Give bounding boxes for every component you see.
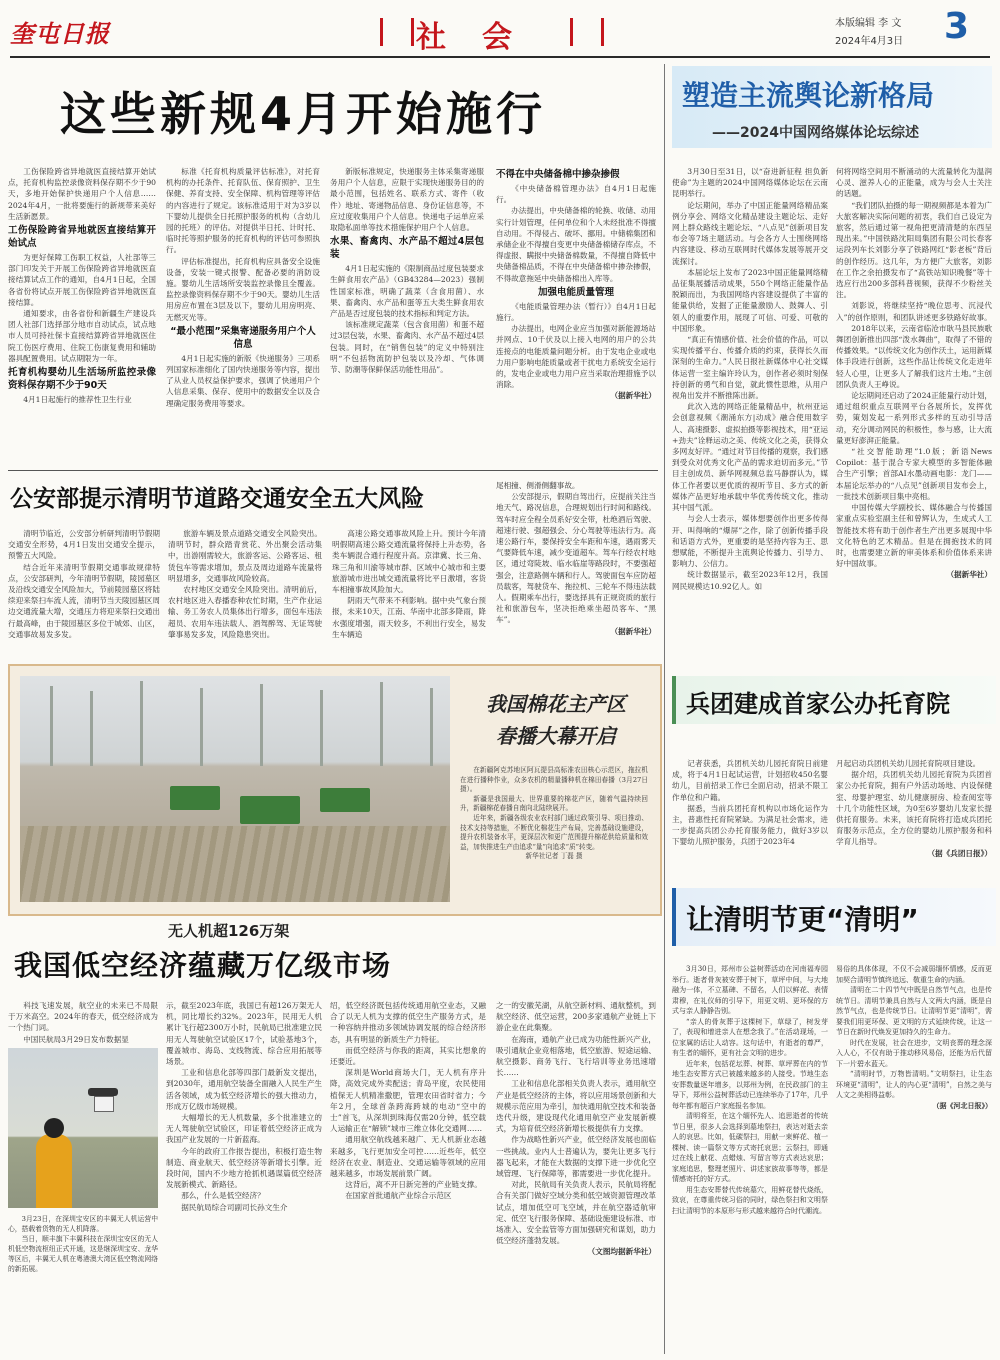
- paragraph: 《电能质量管理办法（暂行）》自4月1日起施行。: [496, 301, 656, 323]
- paragraph: 2018年以来，云南省临沧市耿马县民族歌舞团创新推出四部“泼水舞曲”，取得了不错的传播效果。“以传统文化为创作沃土，运用新媒体手段进行创新，这些作品让传统文化走进年轻人心里，让更多人了解我们这片土地。”主创团队负责人王峥说。: [836, 323, 993, 389]
- tractor-icon: [240, 796, 300, 824]
- drone-col2: [166, 1000, 322, 1213]
- paragraph: 清明在二十四节气中既是自然节气点，也是传统节日。清明节兼具自然与人文两大内涵，既是自然节气点，也是传统节日。让清明节更“清明”，需要我们用更环保、更文明的方式延续传统，让这一节日在新时代焕发更加持久的生命力。: [836, 986, 992, 1036]
- tractor-icon: [320, 788, 370, 812]
- qingming-title-banner: [672, 888, 996, 946]
- photo-credit: 新华社记者 丁磊 摄: [525, 852, 583, 861]
- nursery-col1: [672, 758, 828, 848]
- paragraph: 当日，顺丰旗下丰翼科技在深圳宝安区的无人机低空物流枢纽正式开通，这是继深圳宝安、龙华等区后，丰翼无人机在粤港澳大湾区低空物流网络的新拓展。: [8, 1235, 158, 1273]
- editor-credit: 本版编辑 李 文: [835, 18, 902, 29]
- paragraph: 大幅增长的无人机数量，多个批准建立的无人驾驶航空试验区，印证着低空经济正成为我国产业发展的一片新蓝海。: [166, 1113, 322, 1145]
- paragraph: 结合近年来清明节假期交通事故规律特点，公安部研判，今年清明节假期，陵园墓区及沿线交通安全风险加大，节前陵园墓区将陆续迎来祭扫车流人流，清明节当天陵园墓区周边交通流量大增，交通压力将迎来祭扫交通出行最高峰，由于陵园墓区多位于城郊、山区，交通事故易发多发。: [8, 562, 160, 639]
- paragraph: “社交智能助理”1.0版；新语News Copilot：基于混合专家大模型的多智能体融合生产引擎；首部AI水墨动画电影：龙门——本届论坛举办的“八点见”创新项目发布会上，一批技术创新项目集中亮相。: [836, 447, 992, 501]
- paragraph: “亲人的骨灰葬于这棵树下，草绿了，树发芽了，表现和增进亲人在想念我了。”在活动现场，一位家属的话让人动容。这句话中，有逝者的尊严，有生者的缅怀，更有社会文明的进步。: [672, 1017, 828, 1057]
- traffic-headline: 公安部提示清明节道路交通安全五大风险: [10, 486, 424, 512]
- drone-headline: 我国低空经济蕴藏万亿级市场: [14, 949, 392, 982]
- paragraph: 在海南，通航产业已成为功能性新兴产业，吸引通航企业竞相落地，低空旅游、短途运输、航空摄影、商务飞行、飞行培训等业务迅速增长……: [496, 1034, 656, 1078]
- paragraph: 与会人士表示，媒体想要创作出更多传得开、叫得响的“爆屏”之作，除了创新传播手段和话语方式外，更重要的是坚持内容为王、思想赋能，不断提升主流舆论传播力、引导力、影响力、公信力。: [672, 514, 828, 569]
- paragraph: 论坛期间，举办了中国正能量网络精品案例分享会、网络文化精品建设主题论坛、走好网上群众路线主题论坛、“八点见”创新项目发布会等7场主题活动。与会各方人士围绕网络内容建设、移动互联网时代媒体发展等展开交流探讨。: [672, 200, 828, 266]
- divider: [664, 64, 665, 664]
- page-number: 3: [944, 6, 970, 47]
- tractor-icon: [170, 786, 220, 810]
- regulations-col1: [8, 166, 156, 405]
- drone-photo: [8, 1048, 158, 1208]
- paragraph: 易俗的具体体现，不仅不会减弱缅怀情感，反而更加契合清明节慎终追远、敬重生命的内涵。: [836, 965, 992, 984]
- paragraph: “真正有情感价值、社会价值的作品，可以实现传播平台、传播介质的约束，获得长久而深刻的生命力。”人民日报社新媒体中心社交媒体运营一室主编许玲认为，创作者必须时刻保持创新的勇气和自觉，就此惯性思维，从用户视角出发并不断推陈出新。: [672, 335, 828, 401]
- regulations-col2: [166, 166, 320, 409]
- forum-headline: 塑造主流舆论新格局: [682, 79, 935, 112]
- paragraph: 高速公路交通事故风险上升。预计今年清明假期高速公路交通流量将保持上升态势，各类车辆混合通行程度升高。京津冀、长三角、珠三角和川渝等城市群、区域中心城市和主要旅游城市进出城交通流量将比平日激增，客货车相撞事故风险加大。: [332, 529, 486, 595]
- masthead-logo: 奎屯日报: [10, 19, 110, 48]
- paragraph: 4月1日起施行的推荐性卫生行业: [23, 395, 132, 405]
- qingming-col1: [672, 964, 828, 1216]
- paragraph: 清明节临近，公安部分析研判清明节假期交通安全形势，4月1日发出交通安全提示，预警五大风险。: [8, 529, 160, 561]
- paragraph: 之一的安徽芜湖，从航空新材料、通航整机，到航空经济、低空运营，200多家通航产业链上下游企业在此集聚。: [496, 1001, 656, 1033]
- nursery-col2: [836, 758, 992, 859]
- paragraph: 而低空经济与你我的距离，其实比想象的还要近。: [330, 1045, 486, 1067]
- paragraph: 深圳是World商场大门，无人机有序升降，高效完成外卖配送；青岛平度，农民使用植保无人机精准撒肥，管理农田省时省力；今年2月，全球首条跨海跨城的电动“空中的士”首飞，从深圳到珠海仅需20分钟，低空载人运输正在“解锁”城市三维立体化交通网……: [330, 1068, 486, 1134]
- paragraph: 近年来，包括花坛葬、树葬、草坪葬在内的节地生态安葬方式已被越来越多的人接受。节地生态安葬数量逐年增多，以郑州为例，在民政部门的主导下，郑州公益树葬活动已连续举办了17年，几乎每年都有超百户家庭报名参加。: [672, 1059, 828, 1110]
- qingming-col2: [836, 964, 992, 1111]
- paragraph: 月起启动兵团机关幼儿园托育院项目建设。: [836, 759, 981, 768]
- nursery-headline: 兵团建成首家公办托育院: [686, 690, 950, 718]
- drone-col1: [8, 1000, 158, 1045]
- photo-title-line: 我国棉花主产区: [486, 692, 626, 716]
- issue-date: 2024年4月3日: [835, 36, 904, 47]
- paragraph: 在国家首批通航产业综合示范区: [345, 1191, 452, 1201]
- paragraph: 绍，低空经济既包括传统通用航空业态，又融合了以无人机为支撑的低空生产服务方式，是一种容纳并推动多领域协调发展的综合经济形态，具有明显的新质生产力特征。: [330, 1001, 486, 1044]
- paragraph: 尾相撞、侧滑侧翻事故。: [496, 481, 580, 490]
- source-credit: （据新华社）: [610, 626, 656, 636]
- divider: [8, 470, 658, 471]
- paragraph: 刘影说，将继续坚持“晚位思考、沉浸代入”的创作原则，和团队讲述更多铁路好故事。: [836, 301, 992, 322]
- paragraph: 据介绍，兵团机关幼儿园托育院为兵团首家公办托育院，拥有户外活动场地、内设保健室、母婴护理室、幼儿健康厨房、检查阅室等十几个功能性区域，为0至6岁婴幼儿发家长提供托育服务。未来，该托育院将打造成兵团托育服务示范点，全方位的婴幼儿照护服务和科学育儿指导。: [836, 770, 992, 847]
- divider: [664, 664, 665, 1354]
- drone-icon: [88, 1088, 118, 1096]
- paragraph: 示，截至2023年底，我国已有超126万架无人机，同比增长约32%。2023年，民用无人机累计飞行超2300万小时，民航局已批准建立民用无人驾驶航空试验区17个，试验基地3个，覆盖城市、海岛、支线物流、综合应用拓展等场景。: [166, 1001, 323, 1067]
- traffic-col4: [496, 480, 656, 637]
- paragraph: 农村地区交通安全风险突出。清明前后，农村地区进入春播春种农忙时期，生产作业运输、务工务农人员集体出行增多，面包车违法超员、农用车违法载人、酒驾醉驾、无证驾驶肇事易发多发，风险隐患突出。: [168, 585, 322, 639]
- paragraph: 统计数据显示，截至2023年12月，我国网民规模达10.92亿人。如: [672, 570, 828, 591]
- subheading: 加强电能质量管理: [537, 286, 614, 298]
- paragraph: 时代在发展，社会在进步，文明丧葬的理念深入人心，不仅有助于推动移风易俗，还能为后代留下一片碧水蓝天。: [836, 1038, 992, 1068]
- subheading: 托育机构婴幼儿生活场所监控录像资料保存期不少于90天: [8, 367, 156, 392]
- regulations-col3: [330, 166, 484, 375]
- paragraph: 中国民航局3月29日发布数据显: [23, 1034, 129, 1044]
- paragraph: 通用航空航线越来越广、无人机新业态越来越多，飞行更加安全可控……近些年，低空经济在农业、制造业、交通运输等领域的应用越来越多，市场发展前景广阔。: [330, 1135, 486, 1179]
- paragraph: 中国传媒大学副校长、媒体融合与传播国家重点实验室副主任和曾辉认为，生成式人工智能技术将有助于创作者生产出更多展现中华文化特色的艺术精品。但是在拥抱技术的同时，也需要建立新的审美体系和价值体系来讲好中国故事。: [836, 503, 992, 569]
- paragraph: 作为战略性新兴产业，低空经济发展也面临一些挑战。业内人士普遍认为，要先让更多飞行器飞起来，才能在大数据的支撑下进一步优化空域管理、飞行保障等，都需要进一步优化提升。: [496, 1135, 656, 1179]
- paragraph: 工业和信息化部相关负责人表示，通用航空产业是低空经济的主体，将以应用场景创新和大规模示范应用为牵引，加快通用航空技术和装备迭代升级，建设现代化通用航空产业发展新模式，为培育低空经济新增长极提供有力支撑。: [496, 1079, 656, 1134]
- paragraph: 该标准规定蔬菜（包含食用菌）和蛋不超过3层包装，水果、畜禽肉、水产品不超过4层包装。同时，在“销售包装”的定义中特别注明“不包括物流防护包装以及冷却、气体调节、防潮等保鲜保活功能性用品”。: [330, 320, 484, 375]
- source-credit: （据《河北日报》）: [932, 1100, 992, 1110]
- paragraph: 通知要求，由各省份和新疆生产建设兵团人社部门选择部分地市自动试点，试点地市人员可持社保卡直接结算跨省异地就医住院工伤医疗费用、住院工伤康复费用和辅助器具配置费用。试点期限为一年。: [8, 309, 156, 363]
- paragraph: 记者获悉，兵团机关幼儿园托育院日前建成，将于4月1日起试运营，计划招收450名婴幼儿，目前招录工作已全面启动，招录不限工作单位和户籍。: [672, 759, 828, 802]
- forum-col1: [672, 166, 828, 592]
- paragraph: 论坛期间还启动了2024正能量行动计划，通过组织重点互联网平台各展所长，发挥优势，策划发起一系列形式多样的互动引导活动，充分调动网民的积极性，参与感，让大流量更好澎湃正能量。: [836, 391, 993, 445]
- paragraph: 标准《托育机构质量评估标准》，对托育机构的办托条件、托育队伍、保育照护、卫生保健、养育支持、安全保障、机构管理等评估的内容进行了规定。该标准适用于对为3岁以下婴幼儿提供全日托照护服务的机构（含幼儿园的托班）的评估。对提供半日托、计时托、临时托等照护服务的托育机构的评估可参照执行。: [166, 167, 320, 255]
- paragraph: “我们团队拍摄的每一期视频都是本着为广大旅客解决实际问题的初衷，我们自己设定为旅客，然后通过第一视角把更清清楚的东西呈现出来。”中国铁路沈阳局集团有限公司长春客运段列车长刘影分享了铁路网红“影老板”背后的创作经历。这几年，为方便广大旅客，刘影在工作之余拍摄发布了“高铁站知识晚餐”等十选应行出200多部科普视频，获得不少粉丝关注。: [836, 200, 992, 300]
- drone-kicker: 无人机超126万架: [168, 922, 290, 940]
- paragraph: 工业和信息化部等四部门最新发文提出，到2030年，通用航空装备全面融入人民生产生活各领域，成为低空经济增长的强大推动力，形成万亿级市场规模。: [166, 1068, 323, 1111]
- section-title: 社会: [416, 20, 548, 55]
- subheading: “最小范围”采集寄递服务用户个人信息: [170, 325, 316, 350]
- paragraph: 新版标准规定，快递服务主体采集寄递服务用户个人信息，应限于实现快递服务目的的最小范围，包括姓名、联系方式、寄件（收件）地址、寄递物品信息、身份证信息等，不应过度收集用户个人信息。快递电子运单应采取隐私面单等技术措施保护用户个人信息。: [330, 167, 484, 233]
- drone-photo-caption: [8, 1214, 158, 1274]
- traffic-col3: [332, 528, 486, 640]
- paragraph: “清明时节，万物皆清明。”文明祭扫，让生态环境更“清明”，让人的内心更“清明”，自然之美与人文之美相得益彰。: [836, 1070, 992, 1099]
- source-credit: （文图均据新华社）: [587, 1247, 656, 1257]
- traffic-col2: [168, 528, 322, 640]
- forum-col2: [836, 166, 992, 581]
- paragraph: 此次入选的网络正能量精品中，杭州亚运会创意视频《潮涌东方|动成》融合使用数字人、高速摄影、虚拟拍摄等影视技术，用“亚运+劲夫”诠释运动之美、传统文化之美，获得众多网友好评。“通过对节目传播的观察，我们感到受众对优秀文化产品的需求迫切而多元。”节目主创成员、新华网视频总监马静群认为，媒体工作者要以更优质的视听节目、多方式的新媒体产品更好地承载中华优秀传统文化，推动其中国气派。: [672, 402, 828, 513]
- drone-col3: [330, 1000, 486, 1202]
- paragraph: 今年的政府工作报告提出，积极打造生物制造、商业航天、低空经济等新增长引擎。近段时间，国内不少地方抢抓机遇谋篇低空经济发展新模式、新路径。: [166, 1146, 322, 1190]
- paragraph: 何将网络空间用不断涌动的大流量转化为温润心灵、滋养人心的正能量，成为与会人士关注的话题。: [836, 167, 992, 199]
- source-credit: （据新华社）: [946, 570, 992, 580]
- regulations-headline: 这些新规4月开始施行: [60, 87, 547, 141]
- paragraph: 近年来，新疆各级农业农村部门通过政策引导、项目推动、技术支持等措施，不断优化棉花生产布局，完善基础设施建设，提升农机装备水平，更深层次和更广范围提升棉花供给质量和效益，加快推进生产由追求“量”向追求“质”转变。: [460, 813, 648, 851]
- subheading: 不得在中央储备棉中掺杂掺假: [496, 169, 620, 180]
- paragraph: 阴雨天气带来不利影响。据中央气象台预报，未来10天，江南、华南中北部多降雨，降水强度增强，雨天较多，不利出行安全，易发生车辆追: [332, 596, 486, 639]
- paragraph: 4月1日起实施的《限制商品过度包装要求 生鲜食用农产品》（GB43284—2023）强制性国家标准，明确了蔬菜（含食用菌）、水果、畜禽肉、水产品和蛋等五大类生鲜食用农产品是否过度包装的技术指标和判定方法。: [330, 264, 484, 319]
- paragraph: 新疆是我国最大、世界重要的棉花产区，随着气温持续回升，新疆棉花春播自南向北陆续展开。: [460, 794, 648, 813]
- forum-title-banner: [672, 66, 992, 148]
- paragraph: 评估标准提出，托育机构应具备安全设施设备，安装一键式报警、配备必要的消防设施。婴幼儿生活场所安装监控录像且全覆盖。监控录像资料保存期不少于90天。婴幼儿生活用房应布置在3层及以下，婴幼儿用房明亮、无燃灭光等。: [166, 256, 320, 322]
- worker-figure: [36, 1134, 72, 1208]
- header-rule: [10, 56, 990, 58]
- paragraph: 办法提出，中央储备棉的轮换、收储、动用实行计划管理，任何单位和个人未经批准不得擅自动用。不得侵占、破坏、挪用。中储棉集团和承储企业不得擅自变更中央储备棉储存库点，不得虚报、瞒报中央储备棉数量，不得擅自降低中央储备棉品质，不得在中央储备棉中掺杂掺假，不得故意拖延中央储备棉出入库等。: [496, 206, 656, 283]
- paragraph: 本届论坛上发布了2023中国正能量网络精品征集展播活动成果，550个网络正能量作品脱颖而出，为我国网络内容建设提供了丰富的能量供给，发掘了正能量激励人、鼓舞人、引领人的重要作用，展现了可信、可爱、可敬的中国形象。: [672, 267, 829, 333]
- paragraph: 对此，民航局有关负责人表示，民航局将配合有关部门做好空域分类和低空域资源管理改革试点，增加低空可飞空域，并在航空器适航审定、低空飞行服务保障、基础设施建设标准、市场准入、安全监管等方面加强研究和谋划，助力低空经济蓬勃发展。: [496, 1180, 656, 1246]
- paragraph: 清明将至，在这个缅怀先人、追思逝者的传统节日里，很多人会选择到墓地祭扫，表达对逝去亲人的哀思。比如，低碳祭扫，用献一束鲜花、植一棵树、读一篇祭文等方式寄托哀思；云祭扫，即通过在线上献花、点蜡烛、写留言等方式表达哀思；家庭追思，整理老照片、讲述家族故事等等，都是情感寄托的好方式。: [672, 1112, 828, 1183]
- paragraph: 为更好保障工伤职工权益，人社部等三部门印发关于开展工伤保险跨省异地就医直接结算试点工作的通知，自4月1日起，全国各省份将试点开展工伤保险跨省异地就医直接结算。: [8, 253, 156, 307]
- paragraph: 4月1日起实施的新版《快递服务》三项系列国家标准细化了国内快递服务等内容，提出了从业人员权益保护要求，强调了快递用户个人信息采集、保存、使用中的数据安全以及合理确定服务费用等要求。: [166, 353, 320, 408]
- forum-subtitle: ——2024中国网络媒体论坛综述: [712, 125, 919, 141]
- photo-feature-title: [466, 688, 646, 752]
- paragraph: 据民航局综合司副司长孙文生介: [181, 1202, 288, 1212]
- paragraph: 在新疆阿克苏地区阿瓦提县高标准农田核心示范区，拖拉机在进行播种作业，众多农机的精量播种机在棉田春播（3月27日摄）。: [460, 766, 648, 794]
- paragraph: 3月23日，在深圳宝安区的丰翼无人机运营中心，搭载着货物的无人机降落。: [8, 1215, 158, 1233]
- subheading: 水果、畜禽肉、水产品不超过4层包装: [330, 236, 484, 261]
- paragraph: 《中央储备棉管理办法》自4月1日起施行。: [496, 184, 656, 205]
- paragraph: 工伤保险跨省异地就医直接结算开始试点，托育机构监控录像资料保存期不少于90天，多地开始保护快递用户个人信息……2024年4月，一批将要施行的新规带来美好生活新愿景。: [8, 167, 156, 221]
- paragraph: 3月30日至31日，以“奋进新征程 担负新使命”为主题的2024中国网络媒体论坛在云南昆明举行。: [672, 167, 828, 199]
- regulations-col4: [496, 166, 656, 402]
- qingming-headline: 让清明节更“清明”: [686, 903, 919, 936]
- paragraph: 用生态安葬替代传统墓穴，用鲜花替代烧纸，致哀，在尊重传统习俗的同时，绿色祭扫和文明祭扫让清明节的本原形与形式越来越符合时代潮流。: [672, 1185, 828, 1215]
- paragraph: 公安部提示，假期自驾出行，应提前关注当地天气、路况信息，合理规划出行时间和路线。驾车时应全程全员系好安全带，杜绝酒后驾驶、超速行驶、强超强会、分心驾驶等违法行为。高速公路行车，要保持安全车距和车速，遇雨雾天气要降低车速，减少变道超车。驾车行经农村地区，通过弯陡坡、临水临崖等路段时，不要强超强会，注意路侧车辆和行人。驾驶面包车应防超员载客，驾驶货车、拖拉机、三轮车不得违法载人。假期乘车出行，要选择具有正规资质的旅行社和旅游包车，坚决拒绝乘坐超员客车、“黑车”。: [496, 492, 656, 625]
- paragraph: 那么，什么是低空经济？: [181, 1191, 265, 1201]
- photo-feature-caption: [460, 766, 648, 862]
- paragraph: 3月30日，郑州市公益树葬活动在河南福寿园举行。逝者骨灰被安葬于树下，草坪中间，与大地融为一体，不立墓碑、不留名，人们以鲜花、表情肃穆，在礼仪师的引导下，用更文明、更环保的方式与亲人静静告别。: [672, 965, 828, 1015]
- photo-title-line: 春播大幕开启: [496, 724, 616, 748]
- drone-col4: [496, 1000, 656, 1258]
- source-credit: （据《兵团日报》）: [927, 848, 992, 858]
- traffic-col1: [8, 528, 160, 640]
- paragraph: 据悉，当前兵团托育机构以市场化运作为主，普惠性托育院紧缺。为满足社会需求，进一步提高兵团公办托育服务能力，做好3岁以下婴幼儿照护服务，兵团于2023年4: [672, 803, 828, 847]
- paragraph: 科技飞速发展，航空业的未来已不局限于万米高空。2024年的春天，低空经济成为一个热门词。: [8, 1001, 158, 1033]
- section-banner: [380, 12, 600, 55]
- subheading: 工伤保险跨省异地就医直接结算开始试点: [8, 225, 156, 250]
- paragraph: 办法提出，电网企业应当加强对新能源场站并网点、10千伏及以上接入电网的用户的公共连接点的电能质量问题分析。由于发电企业或电力用户影响电能质量或者干扰电力系统安全运行的，发电企业或电力用户应当采取治理措施予以消除。: [496, 324, 656, 390]
- nursery-title-banner: [672, 676, 996, 724]
- source-credit: （据新华社）: [610, 391, 656, 401]
- photo-feature-frame: [8, 664, 662, 916]
- cotton-field-photo: [20, 676, 450, 902]
- paragraph: 这背后，离不开日新完善的产业链支撑。: [345, 1180, 482, 1190]
- paragraph: 旅游车辆及景点道路交通安全风险突出。清明节时，群众踏青赏花、外出聚会活动集中，出游刚需较大，旅游客运、公路客运、租赁包车等需求增加，景点及周边道路车流量将明显增多，交通事故风险较高。: [168, 529, 322, 583]
